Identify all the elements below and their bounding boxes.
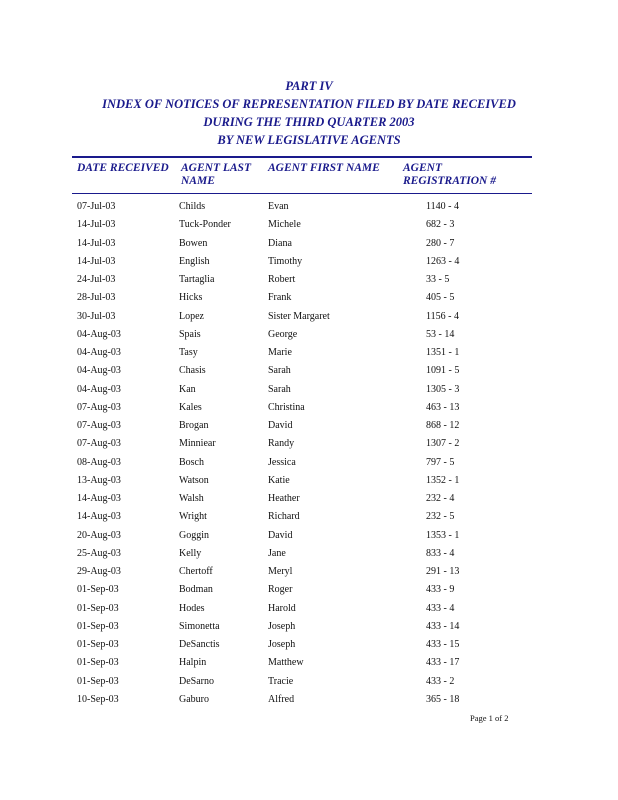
last-name-cell: Walsh [179,493,204,504]
first-name-cell: Evan [268,201,289,212]
last-name-cell: Kelly [179,547,202,559]
first-name-cell: Meryl [268,566,293,577]
header-top-rule [72,156,532,158]
registration-cell: 1156 - 4 [426,310,459,322]
first-name-cell: Jane [268,547,286,559]
last-name-cell: Brogan [179,420,209,431]
first-name-cell: Sister Margaret [268,310,330,322]
first-name-cell: Randy [268,438,295,450]
table-row [0,273,618,291]
registration-cell: 232 - 4 [426,493,455,504]
date-cell: 01-Sep-03 [77,602,119,614]
last-name-cell: Watson [179,474,209,486]
last-name-cell: Tuck-Ponder [179,219,231,231]
last-name-cell: Tasy [179,347,198,358]
registration-cell: 1263 - 4 [426,255,460,267]
registration-cell: 1353 - 1 [426,529,460,541]
date-cell: 24-Jul-03 [77,274,116,285]
table-row [0,291,618,309]
last-name-cell: Tartaglia [179,274,215,285]
header-agent-registration: AGENT REGISTRATION # [403,162,496,187]
table-row [0,218,618,236]
table-row [0,437,618,455]
document-title [0,77,618,149]
registration-cell: 433 - 17 [426,657,460,669]
title-period: DURING THE THIRD QUARTER 2003 [203,115,415,129]
last-name-cell: Kales [179,401,202,413]
date-cell: 01-Sep-03 [77,620,119,632]
registration-cell: 433 - 2 [426,675,455,687]
registration-cell: 53 - 14 [426,328,455,340]
title-agents: BY NEW LEGISLATIVE AGENTS [217,133,401,147]
first-name-cell: Christina [268,401,305,413]
date-cell: 14-Aug-03 [77,511,121,523]
table-row [0,456,618,474]
table-row [0,200,618,218]
registration-cell: 682 - 3 [426,219,455,231]
first-name-cell: Alfred [268,693,295,705]
first-name-cell: Sarah [268,383,291,395]
table-row [0,510,618,528]
first-name-cell: David [268,529,293,541]
registration-cell: 1352 - 1 [426,474,460,486]
registration-cell: 1307 - 2 [426,438,460,450]
registration-cell: 868 - 12 [426,420,460,431]
last-name-cell: Bowen [179,237,208,249]
table-row [0,529,618,547]
first-name-cell: Roger [268,584,293,596]
table-row [0,492,618,510]
registration-cell: 433 - 14 [426,620,460,632]
last-name-cell: Hicks [179,292,203,304]
registration-cell: 1351 - 1 [426,347,460,358]
registration-cell: 433 - 4 [426,602,455,614]
registration-cell: 405 - 5 [426,292,455,304]
date-cell: 04-Aug-03 [77,328,121,340]
registration-cell: 1091 - 5 [426,365,460,377]
date-cell: 01-Sep-03 [77,657,119,669]
last-name-cell: Kan [179,383,196,395]
date-cell: 07-Aug-03 [77,420,121,431]
date-cell: 01-Sep-03 [77,675,119,687]
first-name-cell: Marie [268,347,292,358]
date-cell: 04-Aug-03 [77,383,121,395]
registration-cell: 280 - 7 [426,237,455,249]
table-row [0,583,618,601]
header-bottom-rule [72,193,532,194]
date-cell: 29-Aug-03 [77,566,121,577]
table-row [0,620,618,638]
header-agent-first-name: AGENT FIRST NAME [268,162,380,174]
last-name-cell: Chasis [179,365,206,377]
header-agent-last-name: AGENT LAST NAME [181,162,251,187]
last-name-cell: Simonetta [179,620,220,632]
table-row [0,383,618,401]
last-name-cell: DeSarno [179,675,214,687]
table-row [0,364,618,382]
last-name-cell: Childs [179,201,206,212]
last-name-cell: Minniear [179,438,216,450]
first-name-cell: Sarah [268,365,291,377]
date-cell: 01-Sep-03 [77,584,119,596]
first-name-cell: Richard [268,511,300,523]
date-cell: 30-Jul-03 [77,310,116,322]
last-name-cell: Spais [179,328,201,340]
table-row [0,328,618,346]
registration-cell: 365 - 18 [426,693,460,705]
registration-cell: 1305 - 3 [426,383,460,395]
date-cell: 14-Jul-03 [77,255,116,267]
table-row [0,638,618,656]
date-cell: 08-Aug-03 [77,456,121,468]
first-name-cell: Joseph [268,620,296,632]
first-name-cell: Frank [268,292,292,304]
date-cell: 04-Aug-03 [77,347,121,358]
table-row [0,419,618,437]
last-name-cell: Bodman [179,584,213,596]
date-cell: 07-Aug-03 [77,401,121,413]
first-name-cell: Michele [268,219,301,231]
registration-cell: 833 - 4 [426,547,455,559]
date-cell: 20-Aug-03 [77,529,121,541]
table-row [0,565,618,583]
registration-cell: 291 - 13 [426,566,460,577]
date-cell: 14-Aug-03 [77,493,121,504]
last-name-cell: Halpin [179,657,207,669]
table-row [0,656,618,674]
table-row [0,346,618,364]
registration-cell: 33 - 5 [426,274,450,285]
date-cell: 13-Aug-03 [77,474,121,486]
first-name-cell: Joseph [268,639,296,650]
table-row [0,547,618,565]
title-part: PART IV [285,79,333,93]
date-cell: 07-Jul-03 [77,201,116,212]
first-name-cell: George [268,328,298,340]
first-name-cell: Robert [268,274,296,285]
last-name-cell: Bosch [179,456,204,468]
registration-cell: 433 - 15 [426,639,460,650]
last-name-cell: Goggin [179,529,209,541]
table-row [0,237,618,255]
registration-cell: 232 - 5 [426,511,455,523]
date-cell: 14-Jul-03 [77,237,116,249]
table-row [0,675,618,693]
date-cell: 01-Sep-03 [77,639,119,650]
registration-cell: 1140 - 4 [426,201,459,212]
registration-cell: 463 - 13 [426,401,460,413]
header-date-received: DATE RECEIVED [77,162,169,174]
first-name-cell: Jessica [268,456,296,468]
registration-cell: 433 - 9 [426,584,455,596]
page-number: Page 1 of 2 [470,713,509,723]
table-row [0,401,618,419]
table-row [0,602,618,620]
first-name-cell: Heather [268,493,300,504]
first-name-cell: Harold [268,602,296,614]
date-cell: 04-Aug-03 [77,365,121,377]
last-name-cell: Wright [179,511,207,523]
date-cell: 07-Aug-03 [77,438,121,450]
table-row [0,255,618,273]
last-name-cell: Gaburo [179,693,209,705]
date-cell: 14-Jul-03 [77,219,116,231]
date-cell: 28-Jul-03 [77,292,116,304]
date-cell: 10-Sep-03 [77,693,119,705]
table-row [0,310,618,328]
registration-cell: 797 - 5 [426,456,455,468]
table-row [0,693,618,711]
last-name-cell: English [179,255,210,267]
last-name-cell: Chertoff [179,566,213,577]
agent-table-body [0,200,618,711]
first-name-cell: Diana [268,237,292,249]
last-name-cell: Hodes [179,602,205,614]
first-name-cell: David [268,420,293,431]
first-name-cell: Katie [268,474,290,486]
first-name-cell: Tracie [268,675,294,687]
date-cell: 25-Aug-03 [77,547,121,559]
table-row [0,474,618,492]
first-name-cell: Matthew [268,657,304,669]
last-name-cell: DeSanctis [179,639,220,650]
last-name-cell: Lopez [179,310,204,322]
first-name-cell: Timothy [268,255,303,267]
title-index: INDEX OF NOTICES OF REPRESENTATION FILED BY DATE RECEIVED [102,97,516,111]
